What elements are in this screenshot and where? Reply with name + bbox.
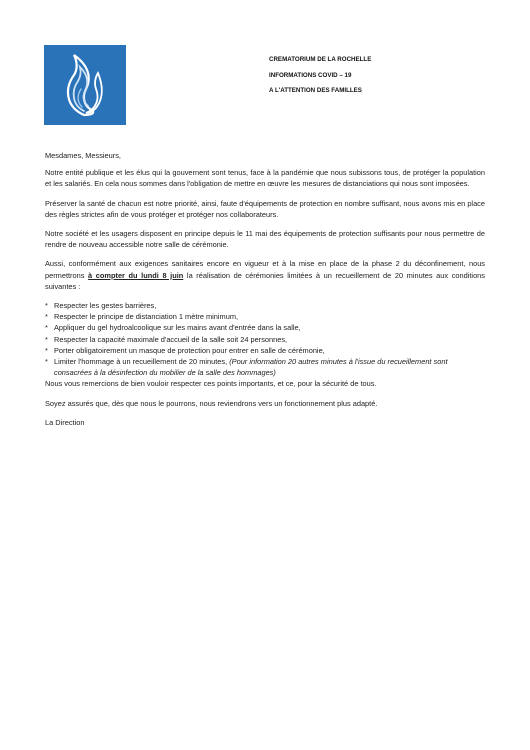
paragraph-4-start: Aussi, conformément aux exigences sanitaires encore en vigueur et à la mise en place de la phase 2 du déconfinement, nous permettrons <box>45 259 485 280</box>
paragraph-3: Notre société et les usagers disposent en principe depuis le 11 mai des équipements de protection suffisants pour nous permettre de rendre de nouveau accessible notre salle de cérémonie. <box>45 229 485 250</box>
list-item <box>45 356 485 378</box>
list-item: * Appliquer du gel hydroalcoolique sur les mains avant d'entrée dans la salle, <box>45 322 485 333</box>
paragraph-4-end: la réalisation de cérémonies limitées à un recueillement de 20 minutes aux conditions suivantes : <box>45 270 485 291</box>
paragraph-2: Préserver la santé de chacun est notre priorité, ainsi, faute d'équipements de protection en nombre suffisant, nous avons mis en place des règles strictes afin de vous protéger et protéger nos collaborateurs. <box>45 198 485 219</box>
list-item: * Respecter les gestes barrières, <box>45 300 485 311</box>
flame-logo-icon <box>44 45 126 125</box>
list-item: * Respecter le principe de distanciation 1 mètre minimum, <box>45 311 485 322</box>
list-item: * Porter obligatoirement un masque de protection pour entrer en salle de cérémonie, <box>45 345 485 356</box>
reopening-date: à compter du lundi 8 juin <box>88 270 184 280</box>
letter-body <box>45 150 485 436</box>
list-item: * Respecter la capacité maximale d'accueil de la salle soit 24 personnes, <box>45 334 485 345</box>
paragraph-1: Notre entité publique et les élus qui la gouvernent sont tenus, face à la pandémie que nous subissons tous, de protéger la population et les salariés. En cela nous sommes dans l'obligation de mettre en œuvre les mesures de distanciations qui nous sont imposées. <box>45 168 485 189</box>
list-item-text: Limiter l'hommage à un recueillement de 20 minutes, <box>54 357 230 367</box>
audience-line: A L'ATTENTION DES FAMILLES <box>269 87 362 94</box>
paragraph-4 <box>45 258 485 292</box>
conditions-list <box>45 300 485 378</box>
letter-header <box>269 52 499 99</box>
thanks-paragraph: Nous vous remercions de bien vouloir respecter ces points importants, et ce, pour la sécurité de tous. <box>45 379 377 389</box>
signature: La Direction <box>45 417 85 427</box>
assurance-paragraph: Soyez assurés que, dès que nous le pourrons, nous reviendrons vers un fonctionnement plus adapté. <box>45 398 378 408</box>
list-item-note: (Pour information 20 autres minutes à l'issue du recueillement sont consacrées à la désinfection du mobilier de la salle des hommages) <box>54 357 448 378</box>
organization-name: CREMATORIUM DE LA ROCHELLE <box>269 56 372 63</box>
greeting: Mesdames, Messieurs, <box>45 151 121 160</box>
subject-line: INFORMATIONS COVID – 19 <box>269 71 352 79</box>
